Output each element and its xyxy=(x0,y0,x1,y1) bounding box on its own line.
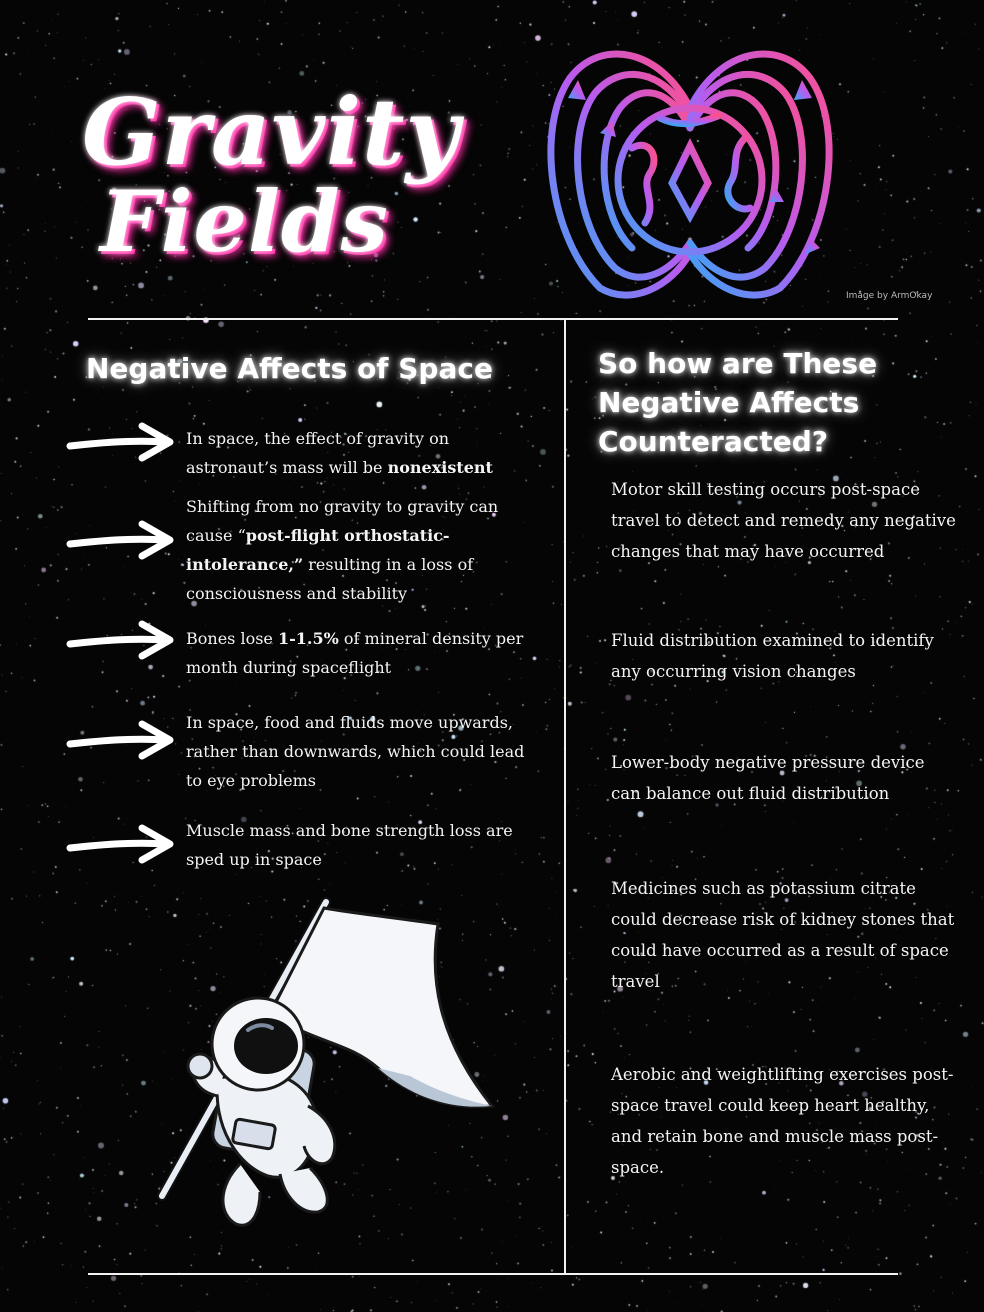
center-divider xyxy=(564,320,566,1274)
negative-effect-3-text: Bones lose xyxy=(186,629,278,648)
countermeasure-5: Aerobic and weightlifting exercises post-space travel could keep heart healthy, and retain bone and muscle mass post-space. xyxy=(611,1065,954,1177)
countermeasure-4: Medicines such as potassium citrate could decrease risk of kidney stones that could have occurred as a result of space travel xyxy=(611,879,955,991)
negative-effect-5 xyxy=(186,816,536,874)
countermeasure-3: Lower-body negative pressure device can balance out fluid distribution xyxy=(611,753,925,803)
countermeasure-2: Fluid distribution examined to identify any occurring vision changes xyxy=(611,631,934,681)
right-arrow-icon xyxy=(66,618,176,662)
negative-effect-1-text: In space, the effect of gravity on astronaut’s mass will be xyxy=(186,429,450,477)
negative-effect-4-text: In space, food and fluids move upwards, rather than downwards, which could lead to eye problems xyxy=(186,713,525,790)
countermeasure-1: Motor skill testing occurs post-space travel to detect and remedy any negative changes that may have occurred xyxy=(611,480,956,561)
image-credit: Image by ArmOkay xyxy=(846,291,933,301)
negative-effect-2-text: Shifting from no gravity to gravity can cause “ xyxy=(186,497,499,545)
left-heading: Negative Affects of Space xyxy=(86,352,493,385)
right-arrow-icon xyxy=(66,822,176,866)
negative-effect-2 xyxy=(186,492,536,608)
negative-effect-2-post: resulting in a loss of consciousness and stability xyxy=(186,555,474,603)
title-line-2: Fields xyxy=(100,172,389,271)
negative-effect-3 xyxy=(186,624,536,682)
right-arrow-icon xyxy=(66,518,176,562)
earth-gravity-field-icon xyxy=(540,38,840,306)
negative-effect-5-text: Muscle mass and bone strength loss are sped up in space xyxy=(186,821,513,869)
right-heading: So how are These Negative Affects Counteracted? xyxy=(598,347,878,458)
negative-effect-2-bold: post-flight orthostatic-intolerance,” xyxy=(186,526,450,574)
negative-effect-4 xyxy=(186,708,536,795)
right-arrow-icon xyxy=(66,718,176,762)
top-divider xyxy=(88,318,898,320)
negative-effect-1 xyxy=(186,424,536,482)
title-line-1: Gravity xyxy=(82,78,461,186)
negative-effect-3-bold: 1-1.5% xyxy=(277,629,339,648)
astronaut-with-flag-illustration xyxy=(148,896,500,1232)
negative-effect-3-post: of mineral density per month during spaceflight xyxy=(186,629,524,677)
bottom-divider xyxy=(88,1273,898,1275)
negative-effect-1-bold: nonexistent xyxy=(387,458,493,477)
right-arrow-icon xyxy=(66,420,176,464)
